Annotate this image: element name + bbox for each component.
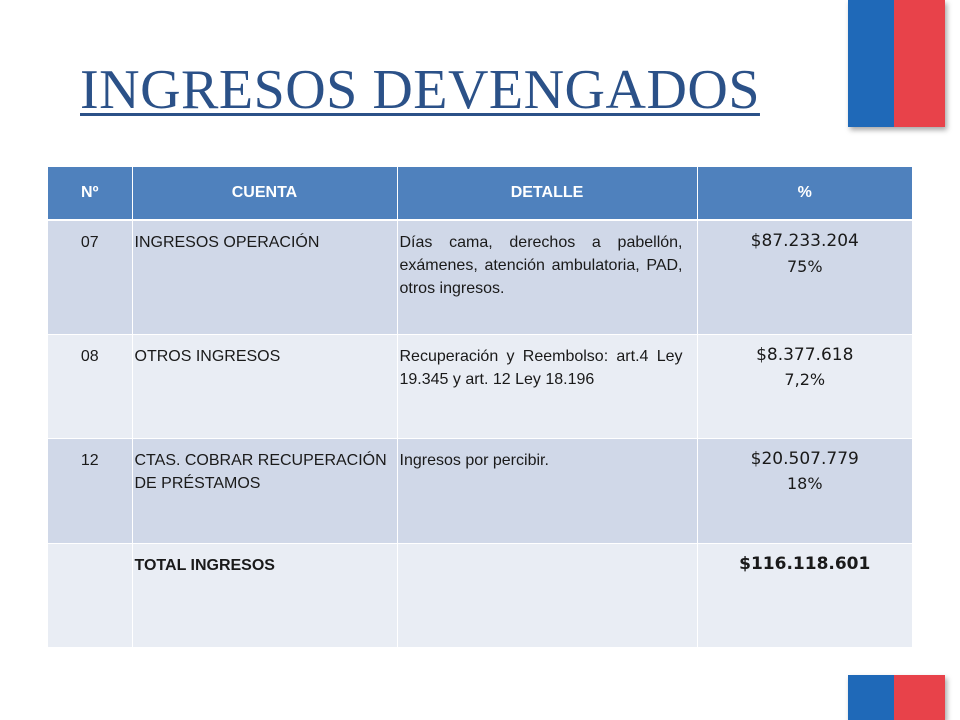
cell-num bbox=[48, 543, 132, 647]
cell-cuenta: OTROS INGRESOS bbox=[132, 334, 397, 438]
percent-value: 75% bbox=[786, 256, 823, 276]
cell-amount bbox=[697, 334, 912, 438]
flag-decoration-bottom bbox=[848, 675, 945, 720]
income-table bbox=[48, 167, 912, 648]
table-header-row bbox=[48, 167, 912, 220]
flag-blue-band bbox=[848, 675, 894, 720]
cell-amount bbox=[697, 220, 912, 334]
table-total-row bbox=[48, 543, 912, 647]
percent-value: 18% bbox=[786, 474, 823, 493]
amount-value: $20.507.779 bbox=[750, 448, 859, 469]
flag-decoration-top bbox=[848, 0, 945, 127]
cell-num: 07 bbox=[48, 220, 132, 334]
table-row bbox=[48, 220, 912, 334]
cell-num: 08 bbox=[48, 334, 132, 438]
header-cuenta: CUENTA bbox=[132, 167, 397, 220]
page-title: INGRESOS DEVENGADOS bbox=[80, 59, 760, 121]
total-amount-value: $116.118.601 bbox=[739, 553, 871, 574]
cell-amount bbox=[697, 438, 912, 543]
table-row bbox=[48, 438, 912, 543]
cell-detalle: Ingresos por percibir. bbox=[397, 438, 697, 543]
header-percent: % bbox=[697, 167, 912, 220]
cell-cuenta: CTAS. COBRAR RECUPERACIÓN DE PRÉSTAMOS bbox=[132, 438, 397, 543]
header-detalle: DETALLE bbox=[397, 167, 697, 220]
percent-value: 7,2% bbox=[784, 370, 826, 389]
flag-red-band bbox=[894, 675, 945, 720]
table-row bbox=[48, 334, 912, 438]
total-amount bbox=[697, 543, 912, 647]
cell-cuenta: INGRESOS OPERACIÓN bbox=[132, 220, 397, 334]
total-label: TOTAL INGRESOS bbox=[132, 543, 397, 647]
header-num: Nº bbox=[48, 167, 132, 220]
amount-value: $87.233.204 bbox=[750, 231, 859, 251]
flag-blue-band bbox=[848, 0, 894, 127]
cell-num: 12 bbox=[48, 438, 132, 543]
cell-detalle: Recuperación y Reembolso: art.4 Ley 19.345 y art. 12 Ley 18.196 bbox=[397, 334, 697, 438]
flag-red-band bbox=[894, 0, 945, 127]
cell-detalle: Días cama, derechos a pabellón, exámenes, atención ambulatoria, PAD, otros ingresos. bbox=[397, 220, 697, 334]
amount-value: $8.377.618 bbox=[756, 344, 854, 365]
cell-detalle bbox=[397, 543, 697, 647]
